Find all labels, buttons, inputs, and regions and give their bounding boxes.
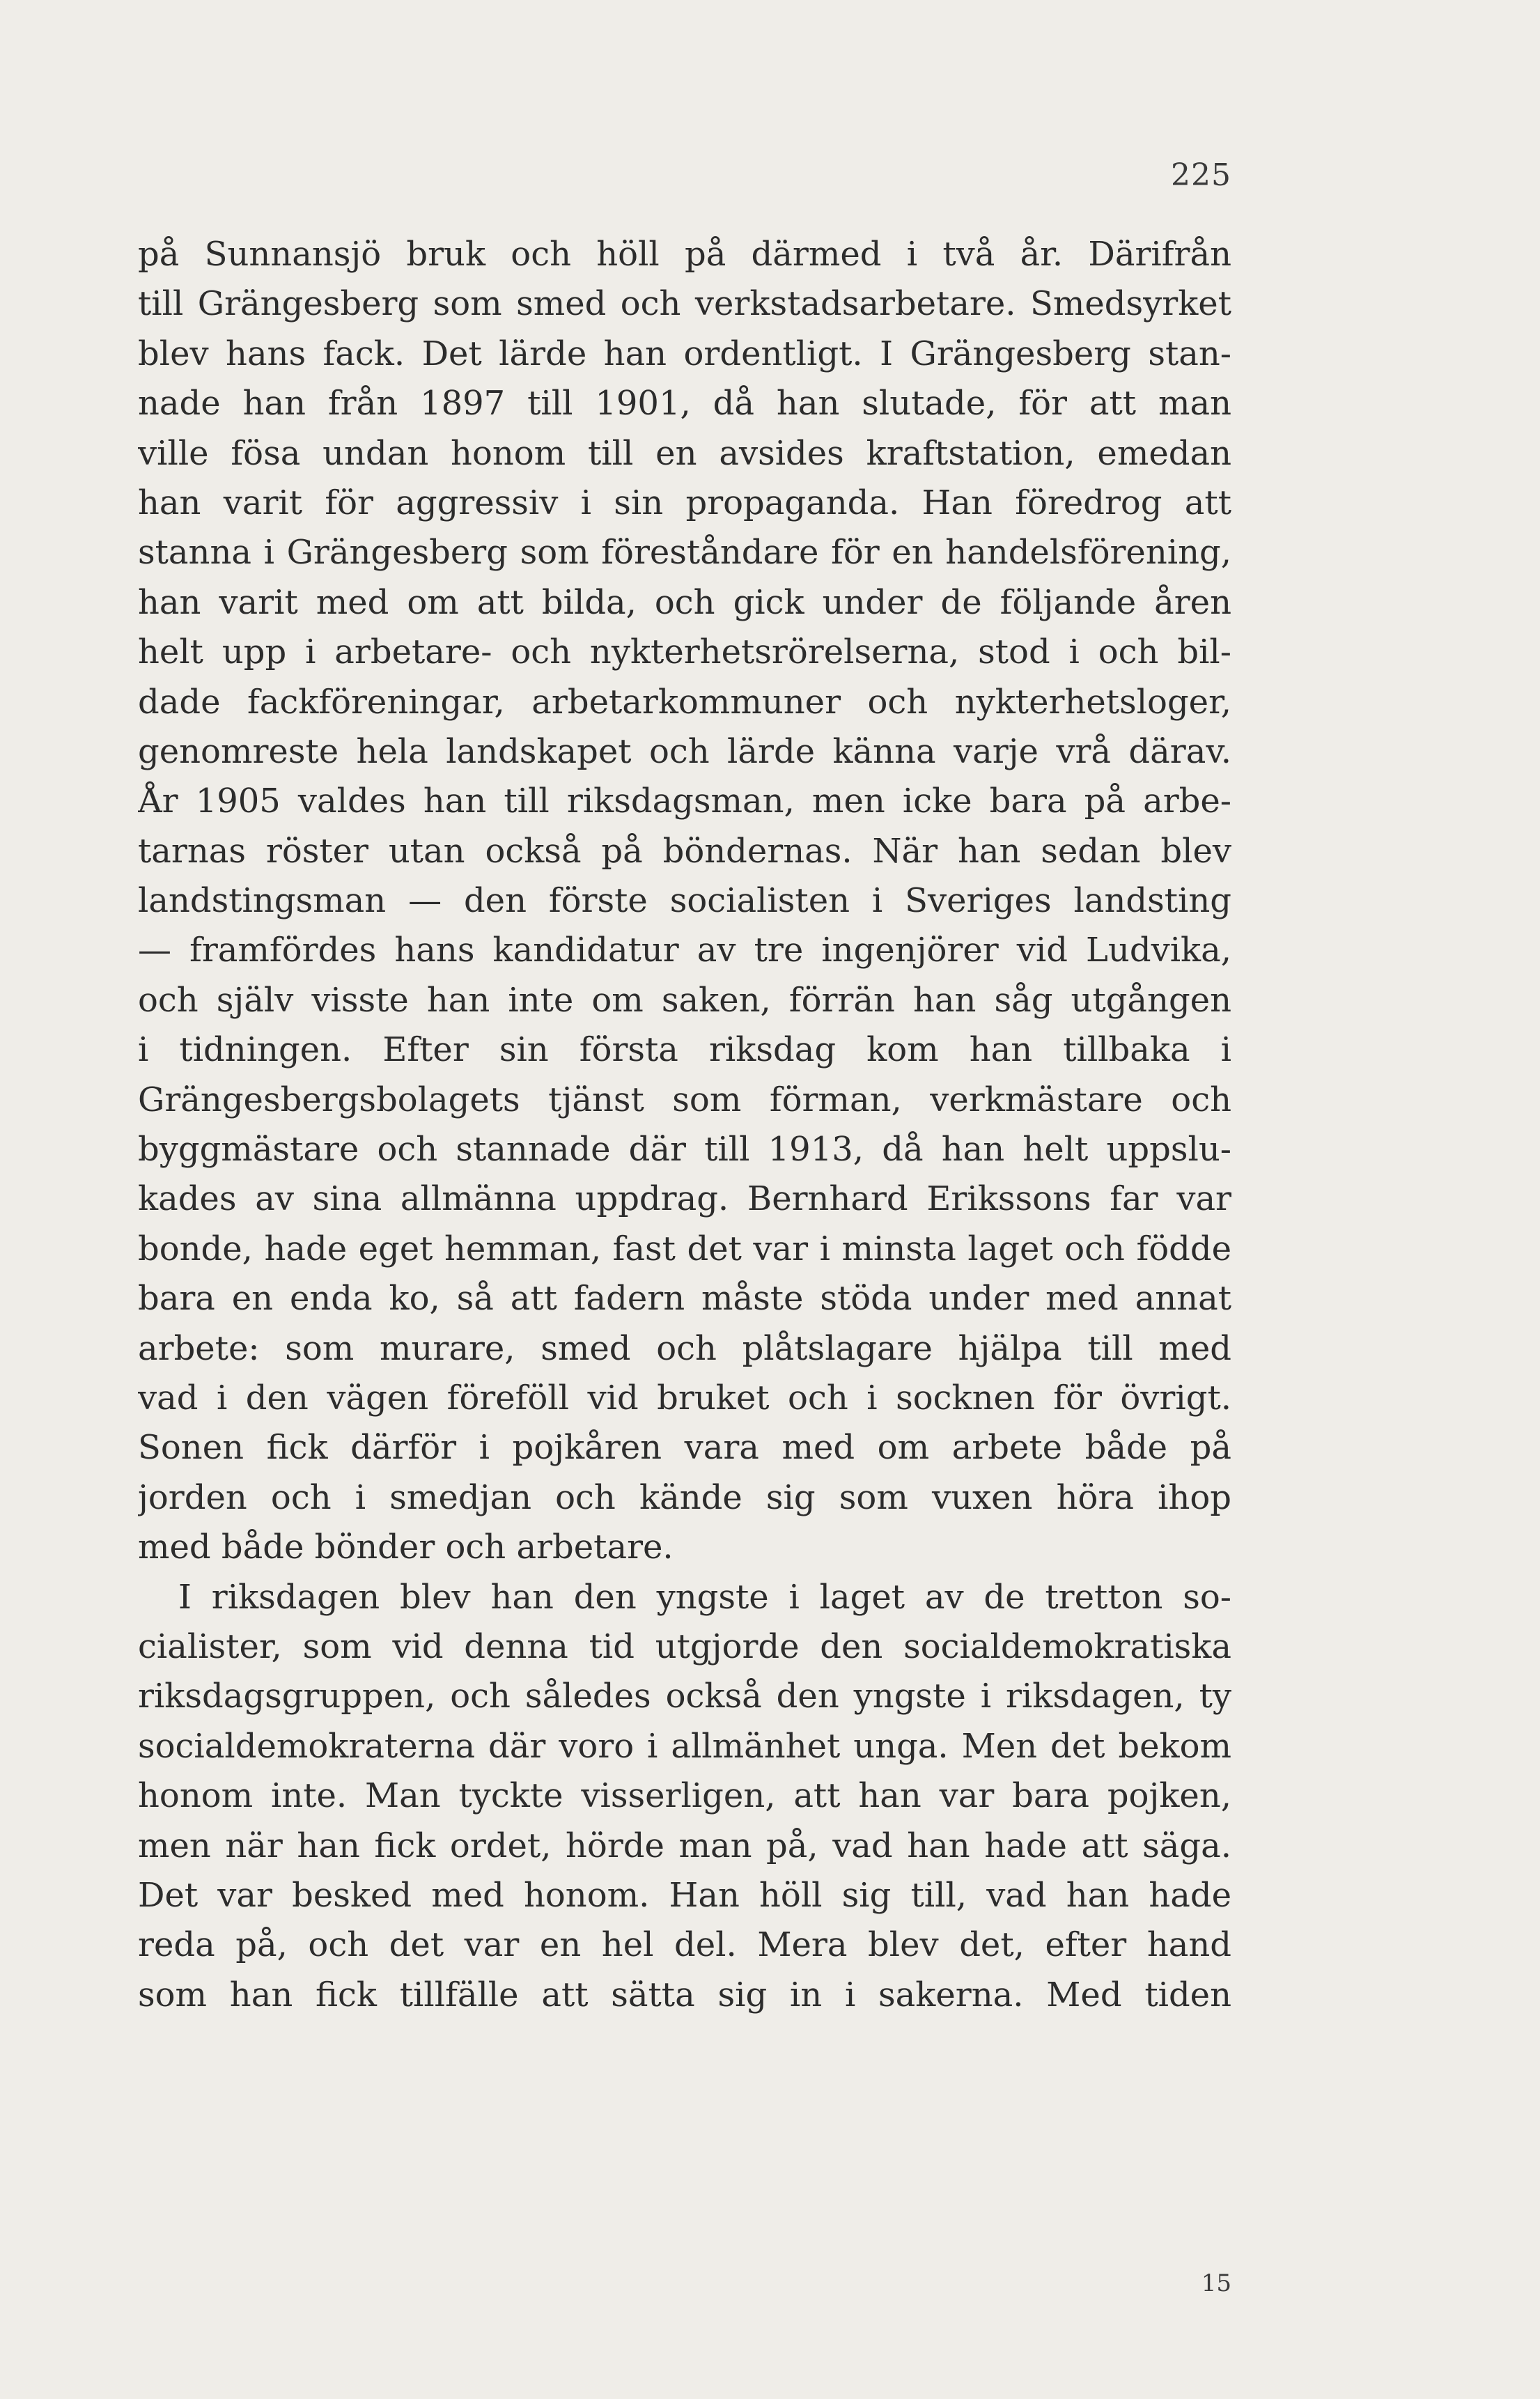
text-line: År 1905 valdes han till riksdagsman, men icke bara på arbe- xyxy=(138,782,1231,821)
text-line: dade fackföreningar, arbetarkommuner och nykterhetsloger, xyxy=(138,682,1231,722)
text-line: han varit med om att bilda, och gick under de följande åren xyxy=(138,582,1231,622)
text-line: som han fick tillfälle att sätta sig in i sakerna. Med tiden xyxy=(138,1975,1231,2014)
text-line: Sonen fick därför i pojkåren vara med om arbete både på xyxy=(138,1428,1231,1468)
text-line: han varit för aggressiv i sin propaganda. Han föredrog att xyxy=(138,483,1231,522)
text-line: byggmästare och stannade där till 1913, då han helt uppslu- xyxy=(138,1130,1231,1170)
text-line: Det var besked med honom. Han höll sig till, vad han hade xyxy=(138,1875,1231,1915)
text-line: blev hans fack. Det lärde han ordentligt. I Grängesberg stan- xyxy=(138,334,1231,373)
text-line: helt upp i arbetare- och nykterhetsrörelserna, stod i och bil- xyxy=(138,632,1231,672)
text-line: arbete: som murare, smed och plåtslagare hjälpa till med xyxy=(138,1328,1231,1368)
body-text xyxy=(138,230,1231,2020)
text-line: I riksdagen blev han den yngste i laget av de tretton so- xyxy=(178,1577,1231,1617)
paragraph-2 xyxy=(138,1573,1231,2021)
text-line: honom inte. Man tyckte visserligen, att han var bara pojken, xyxy=(138,1776,1231,1816)
text-line: med både bönder och arbetare. xyxy=(138,1528,674,1567)
text-line: socialdemokraterna där voro i allmänhet unga. Men det bekom xyxy=(138,1726,1231,1766)
text-line: genomreste hela landskapet och lärde känna varje vrå därav. xyxy=(138,731,1231,771)
text-line: stanna i Grängesberg som föreståndare för en handelsförening, xyxy=(138,533,1231,573)
text-line: riksdagsgruppen, och således också den yngste i riksdagen, ty xyxy=(138,1677,1231,1716)
paragraph-1 xyxy=(138,230,1231,1573)
text-line: bonde, hade eget hemman, fast det var i minsta laget och födde xyxy=(138,1229,1231,1268)
text-line: bara en enda ko, så att fadern måste stöda under med annat xyxy=(138,1279,1231,1319)
text-line: men när han fick ordet, hörde man på, vad han hade att säga. xyxy=(138,1826,1231,1865)
signature-mark: 15 xyxy=(1201,2269,1231,2297)
text-line: landstingsman — den förste socialisten i Sveriges landsting xyxy=(138,881,1231,921)
text-line: cialister, som vid denna tid utgjorde den socialdemokratiska xyxy=(138,1626,1231,1666)
text-line: ville fösa undan honom till en avsides kraftstation, emedan xyxy=(138,433,1231,473)
text-line: tarnas röster utan också på böndernas. När han sedan blev xyxy=(138,831,1231,871)
text-line: reda på, och det var en hel del. Mera blev det, efter hand xyxy=(138,1925,1231,1965)
text-line: och själv visste han inte om saken, förrän han såg utgången xyxy=(138,980,1231,1020)
text-line: på Sunnansjö bruk och höll på därmed i två år. Därifrån xyxy=(138,235,1231,274)
text-line: nade han från 1897 till 1901, då han slutade, för att man xyxy=(138,384,1231,424)
text-line: jorden och i smedjan och kände sig som vuxen höra ihop xyxy=(138,1477,1231,1517)
text-line: till Grängesberg som smed och verkstadsarbetare. Smedsyrket xyxy=(138,284,1231,324)
text-line: Grängesbergsbolagets tjänst som förman, verkmästare och xyxy=(138,1080,1231,1119)
text-line: vad i den vägen föreföll vid bruket och i socknen för övrigt. xyxy=(138,1378,1231,1418)
text-line: — framfördes hans kandidatur av tre ingenjörer vid Ludvika, xyxy=(138,931,1231,970)
page-number: 225 xyxy=(1171,157,1231,193)
text-line: kades av sina allmänna uppdrag. Bernhard Erikssons far var xyxy=(138,1179,1231,1219)
text-line: i tidningen. Efter sin första riksdag kom han tillbaka i xyxy=(138,1030,1231,1070)
